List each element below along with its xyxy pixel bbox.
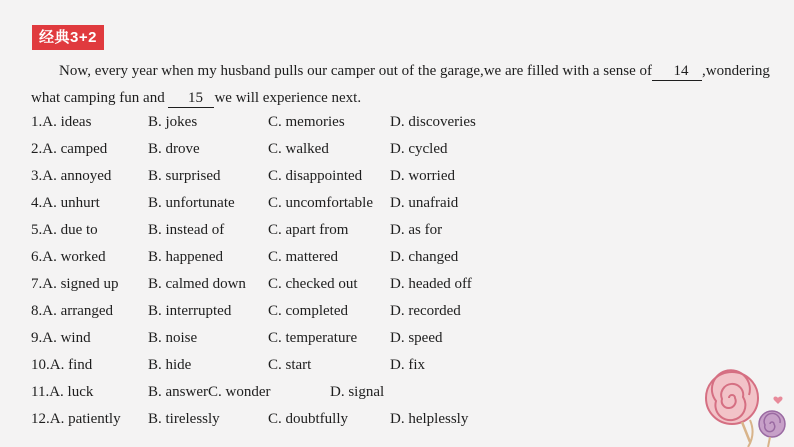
option-c: C. apart from [268,222,349,238]
question-row [31,136,511,163]
option-c: C. checked out [268,276,358,292]
option-c: C. disappointed [268,168,363,184]
passage [31,58,771,112]
option-d: D. discoveries [390,114,476,130]
option-b: B. happened [148,249,223,265]
passage-part-2: ,wondering what camping fun and [31,63,770,106]
option-b: B. drove [148,141,200,157]
section-badge: 经典3+2 [32,25,104,50]
question-row [31,163,511,190]
option-d: D. helplessly [390,411,469,427]
option-b: B. jokes [148,114,198,130]
option-a: 9.A. wind [31,330,91,346]
option-c: C. mattered [268,249,338,265]
option-d: D. recorded [390,303,461,319]
option-a: 10.A. find [31,357,93,373]
option-a: 2.A. camped [31,141,108,157]
option-b: B. instead of [148,222,225,238]
option-a: 12.A. patiently [31,411,121,427]
option-d: D. speed [390,330,443,346]
option-c: C. doubtfully [268,411,349,427]
options-list [31,109,511,433]
option-a: 3.A. annoyed [31,168,112,184]
option-c: C. uncomfortable [268,195,373,211]
question-row [31,352,511,379]
question-row [31,190,511,217]
option-d: D. cycled [390,141,448,157]
option-d: D. fix [390,357,425,373]
option-b: B. tirelessly [148,411,220,427]
passage-part-3: we will experience next. [214,90,362,106]
option-b: B. calmed down [148,276,246,292]
blank-14: 14 [652,62,702,81]
option-d: D. worried [390,168,455,184]
question-row [31,244,511,271]
option-b: B. noise [148,330,198,346]
option-a: 7.A. signed up [31,276,119,292]
option-b-c: B. answerC. wonder [148,384,271,400]
question-row [31,379,511,406]
option-b: B. interrupted [148,303,232,319]
option-d: D. signal [330,384,385,400]
option-a: 6.A. worked [31,249,106,265]
option-b: B. hide [148,357,192,373]
option-c: C. walked [268,141,329,157]
option-b: B. surprised [148,168,221,184]
option-c: C. memories [268,114,345,130]
option-d: D. unafraid [390,195,459,211]
option-a: 8.A. arranged [31,303,114,319]
question-row [31,109,511,136]
option-a: 11.A. luck [31,384,94,400]
question-row [31,406,511,433]
lollipop-decoration-icon [690,362,794,447]
question-row [31,325,511,352]
option-c: C. temperature [268,330,358,346]
option-d: D. changed [390,249,459,265]
option-a: 1.A. ideas [31,114,92,130]
option-a: 5.A. due to [31,222,98,238]
question-row [31,217,511,244]
option-b: B. unfortunate [148,195,235,211]
option-c: C. start [268,357,312,373]
option-c: C. completed [268,303,348,319]
option-a: 4.A. unhurt [31,195,100,211]
question-row [31,271,511,298]
option-d: D. headed off [390,276,472,292]
passage-part-1: Now, every year when my husband pulls our camper out of the garage,we are filled with a sense of [59,63,652,79]
blank-15: 15 [168,89,214,108]
question-row [31,298,511,325]
option-d: D. as for [390,222,443,238]
